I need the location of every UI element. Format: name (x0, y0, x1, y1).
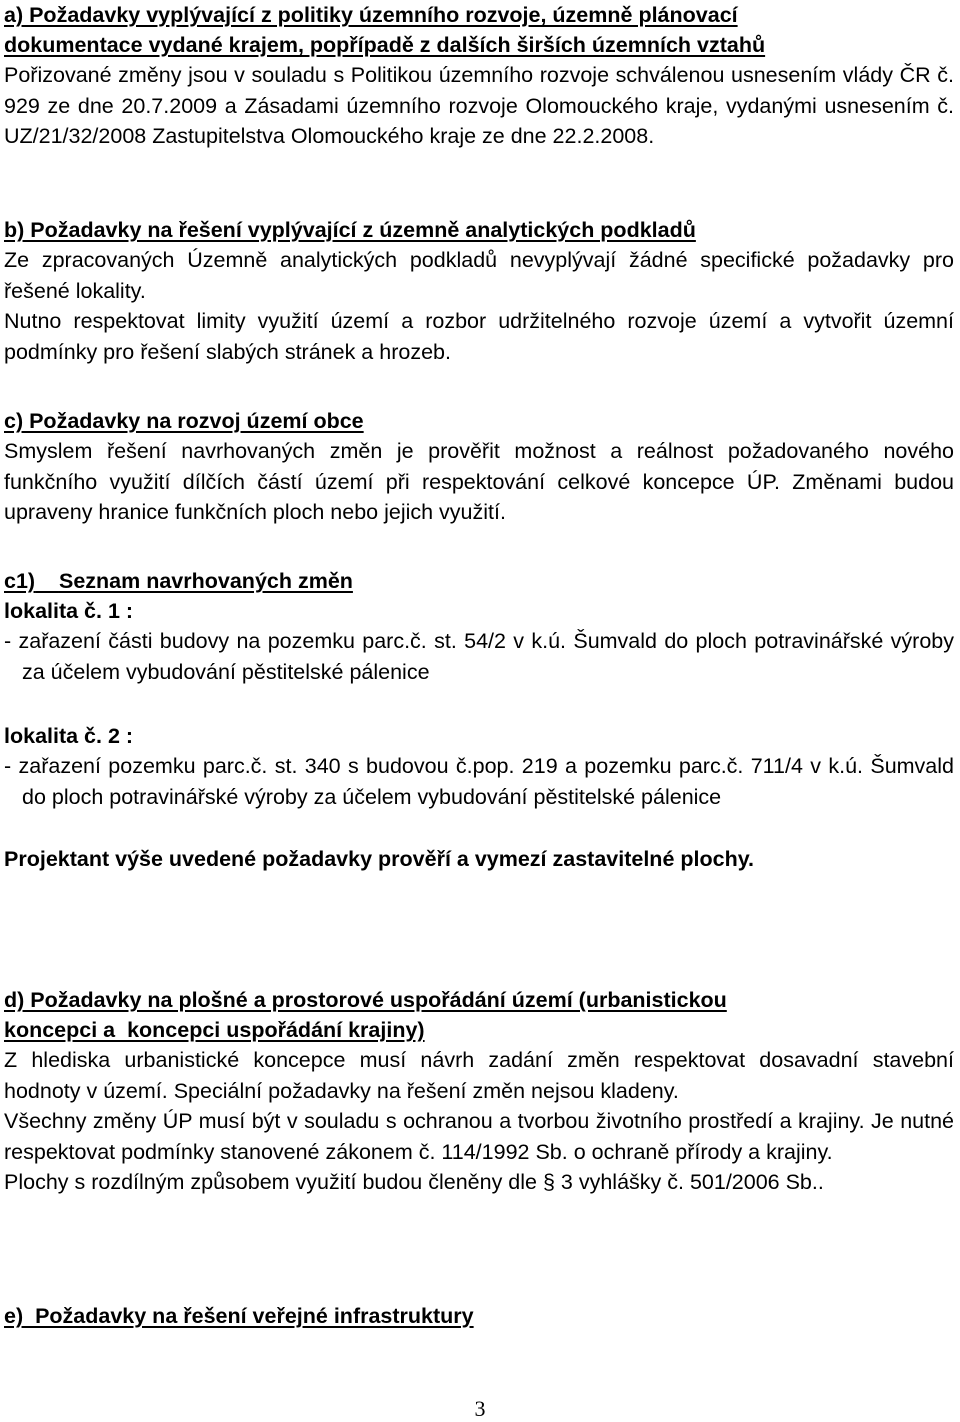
section-b-text2: Nutno respektovat limity využití území a rozbor udržitelného rozvoje území a vytvořit územní podmínky pro řešení slabých stránek a hrozeb. (4, 309, 954, 364)
section-d-text2: Všechny změny ÚP musí být v souladu s ochranou a tvorbou životního prostředí a krajiny. Je nutné respektovat podmínky stanovené zákonem č. 114/1992 Sb. o ochraně přírody a krajiny. (4, 1109, 954, 1164)
locality-2-text: - zařazení pozemku parc.č. st. 340 s budovou č.pop. 219 a pozemku parc.č. 711/4 v k.ú. Šumvald do ploch potravinářské výroby za účelem vybudování pěstitelské pálenice (4, 754, 954, 809)
section-d-heading-line1: d) Požadavky na plošné a prostorové uspořádání území (urbanistickou (4, 988, 727, 1012)
section-e (4, 1301, 956, 1331)
section-a-text: Pořizované změny jsou v souladu s Politikou územního rozvoje schválenou usnesením vlády ČR č. 929 ze dne 20.7.2009 a Zásadami územního rozvoje Olomouckého kraje, vydanými usnesením č. UZ/21/32/2008 Zastupitelstva Olomouckého kraje ze dne 22.2.2008. (4, 63, 954, 148)
section-c1-title: Seznam navrhovaných změn (58, 569, 353, 593)
section-b-text1: Ze zpracovaných Územně analytických podkladů nevyplývají žádné specifické požadavky pro řešené lokality. (4, 248, 954, 303)
locality-1-text: - zařazení části budovy na pozemku parc.č. st. 54/2 v k.ú. Šumvald do ploch potravinářské výroby za účelem vybudování pěstitelské pálenice (4, 629, 954, 684)
page-number: 3 (474, 1396, 486, 1421)
locality-2-title: lokalita č. 2 : (4, 724, 134, 748)
section-a-heading-line2: dokumentace vydané krajem, popřípadě z dalších širších územních vztahů (4, 33, 766, 57)
section-d-heading-line2: koncepci a koncepci uspořádání krajiny) (4, 1018, 425, 1042)
section-d (4, 985, 956, 1198)
section-a (4, 0, 956, 152)
section-c-heading: c) Požadavky na rozvoj území obce (4, 409, 364, 433)
section-c-text: Smyslem řešení navrhovaných změn je prověřit možnost a reálnost požadovaného nového funkčního využití dílčích částí území při respektování celkové koncepce ÚP. Změnami budou upraveny hranice funkčních ploch nebo jejich využití. (4, 439, 954, 524)
section-b-heading: b) Požadavky na řešení vyplývající z územně analytických podkladů (4, 218, 696, 242)
locality-1-title: lokalita č. 1 : (4, 599, 134, 623)
section-c (4, 406, 956, 528)
section-c1 (4, 566, 956, 874)
conclusion-text: Projektant výše uvedené požadavky prověří a vymezí zastavitelné plochy. (4, 847, 755, 871)
section-e-heading: e) Požadavky na řešení veřejné infrastruktury (4, 1304, 474, 1328)
section-d-text3: Plochy s rozdílným způsobem využití budou členěny dle § 3 vyhlášky č. 501/2006 Sb.. (4, 1170, 824, 1194)
section-b (4, 215, 956, 367)
section-c1-heading (4, 566, 956, 596)
section-c1-num: c1) (4, 569, 36, 593)
section-a-heading-line1: a) Požadavky vyplývající z politiky územního rozvoje, územně plánovací (4, 3, 738, 27)
section-d-text1: Z hlediska urbanistické koncepce musí návrh zadání změn respektovat dosavadní stavební hodnoty v území. Speciální požadavky na řešení změn nejsou kladeny. (4, 1048, 954, 1103)
